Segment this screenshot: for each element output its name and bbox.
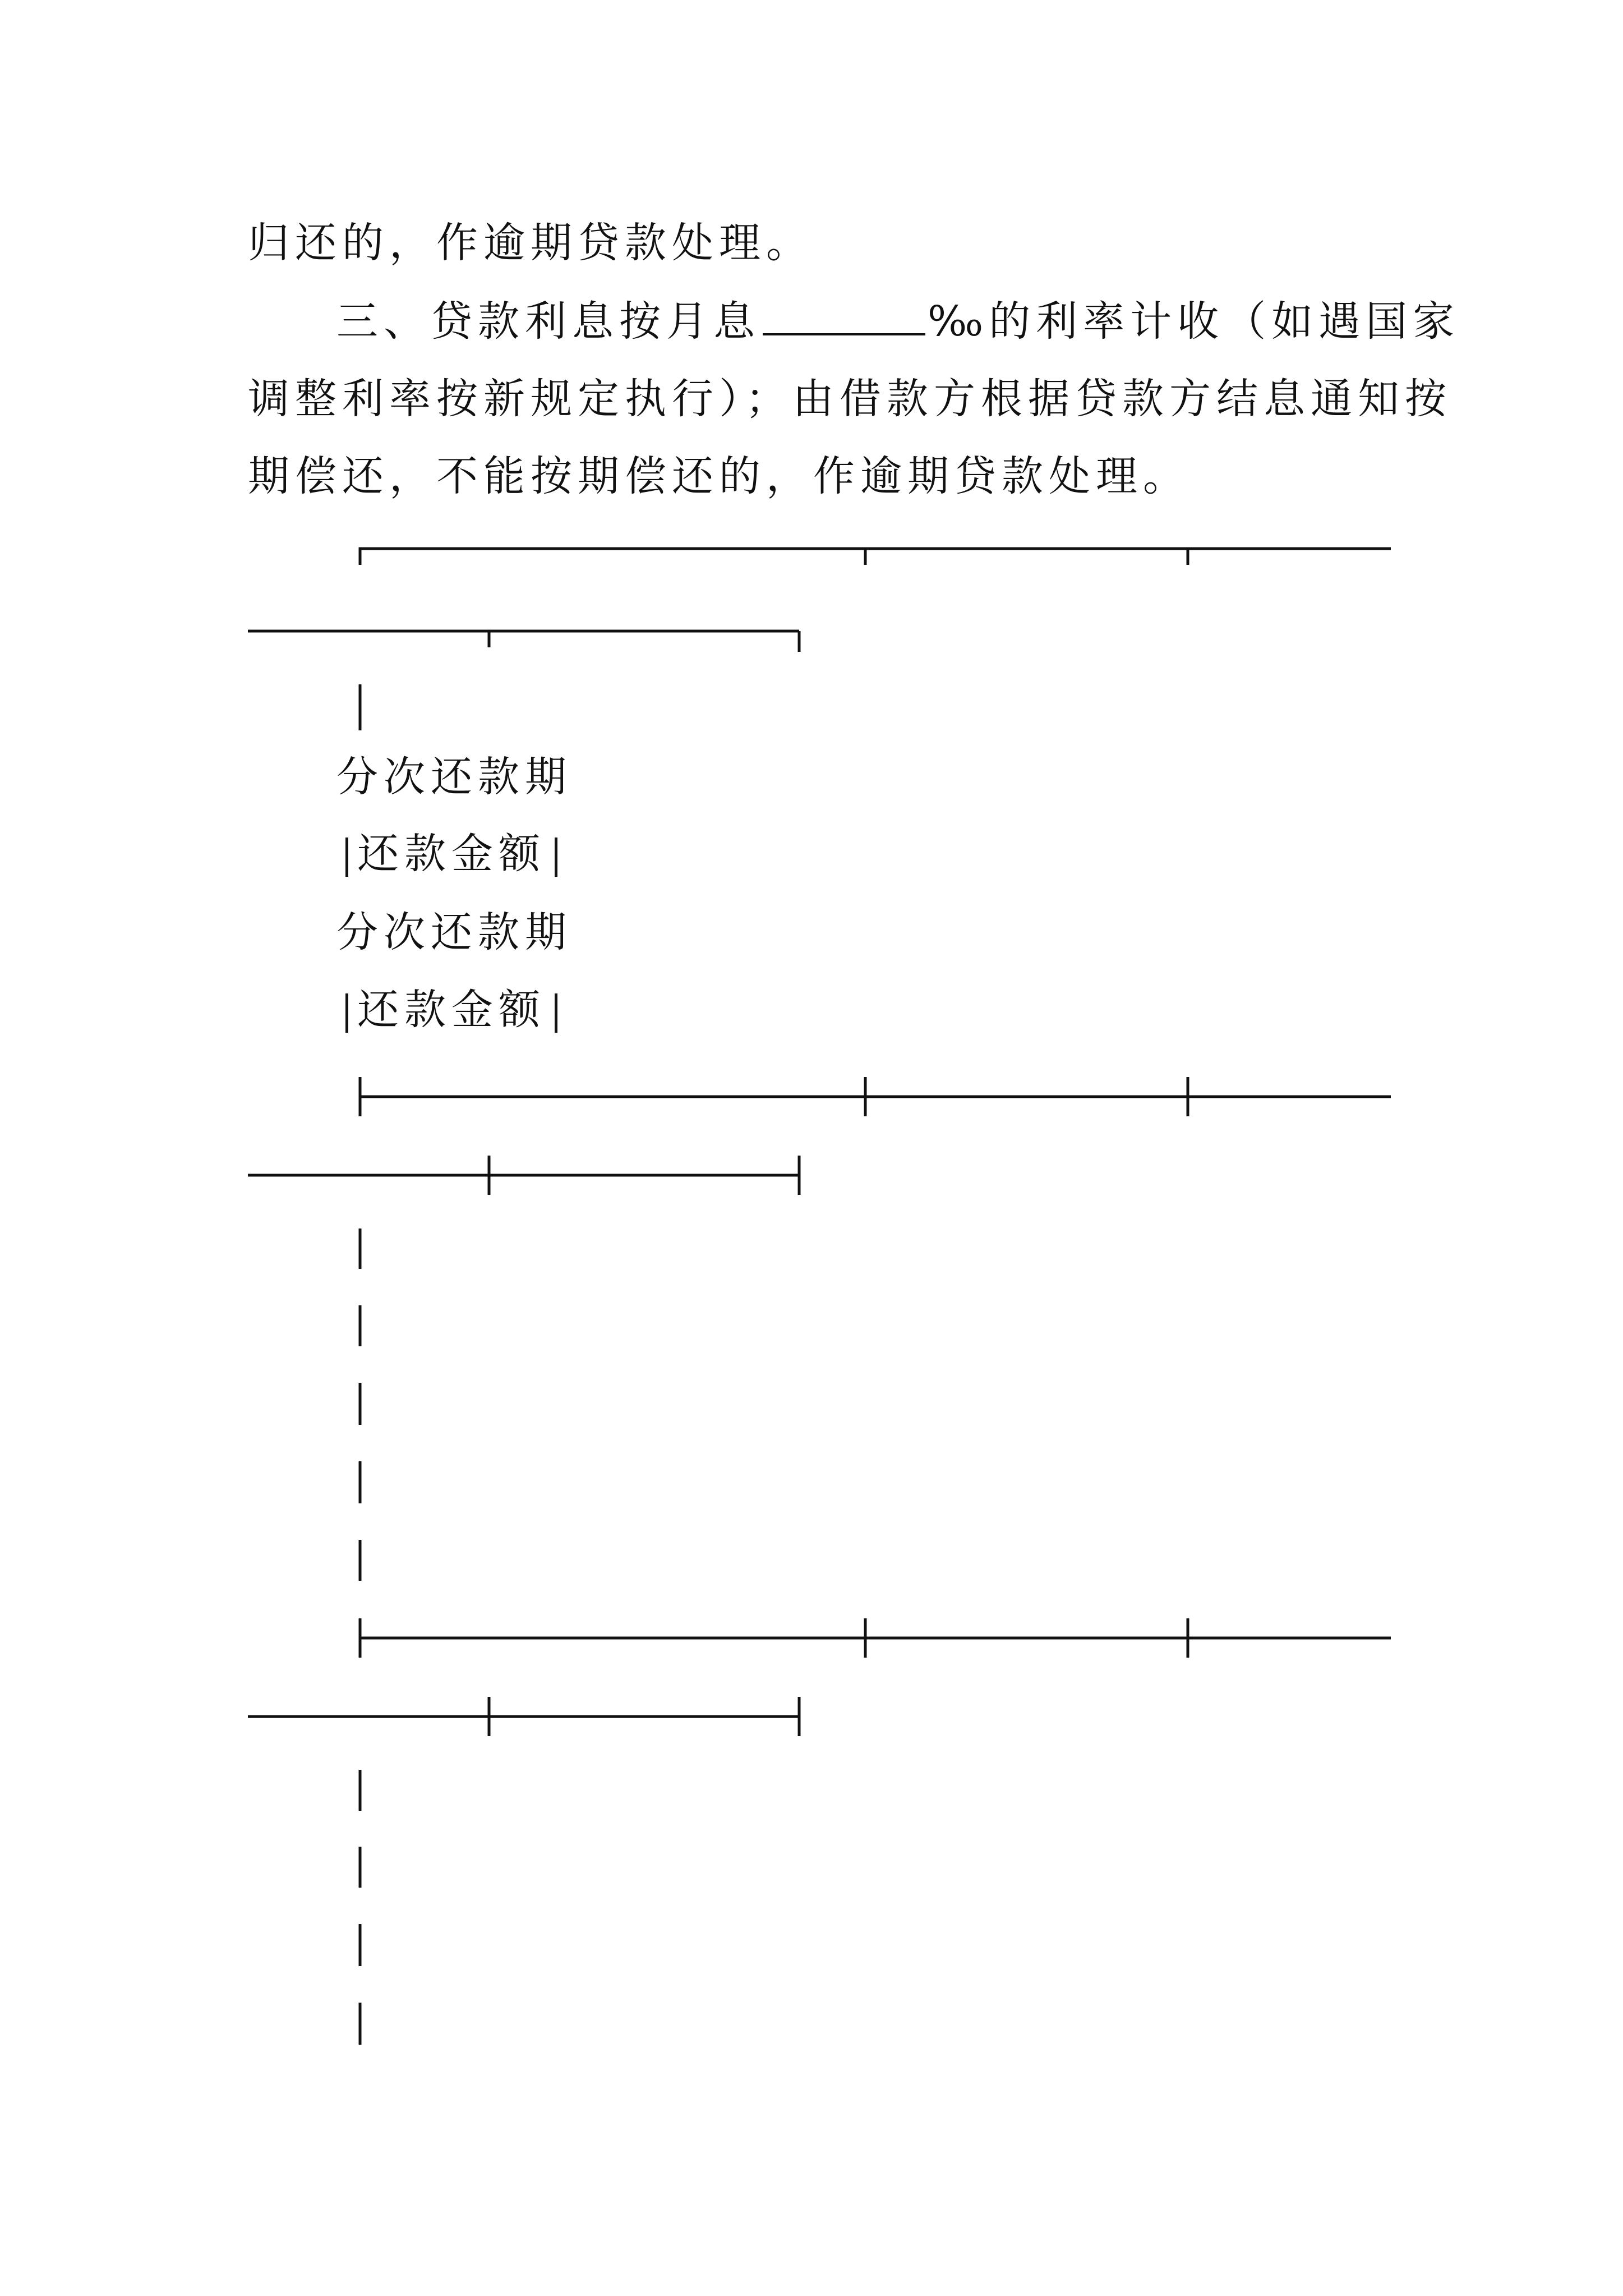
clause-3-line-3: 期偿还，不能按期偿还的，作逾期贷款处理。 bbox=[248, 452, 1190, 500]
clause-3-prefix: 三、贷款利息按月息 bbox=[336, 297, 760, 346]
paragraph-tail: 归还的，作逾期贷款处理。 bbox=[248, 219, 813, 267]
cell-border bbox=[345, 993, 348, 1033]
clause-3-line-1 bbox=[336, 293, 1460, 349]
clause-3-suffix: ‰的利率计收（如遇国家 bbox=[928, 297, 1460, 346]
table-header-period-1: 分次还款期 bbox=[336, 753, 572, 801]
table-header-amount-1 bbox=[336, 826, 566, 882]
clause-3-line-2: 调整利率按新规定执行）；由借款方根据贷款方结息通知按 bbox=[248, 375, 1452, 423]
table-top-border bbox=[248, 549, 1391, 730]
amount-label: 还款金额 bbox=[357, 986, 546, 1034]
cell-border bbox=[555, 993, 557, 1033]
table-divider-1 bbox=[248, 1077, 1391, 1195]
cell-border bbox=[555, 838, 557, 877]
cell-border bbox=[345, 838, 348, 877]
interest-rate-blank bbox=[763, 296, 925, 335]
amount-label: 还款金额 bbox=[357, 830, 546, 878]
table-divider-2 bbox=[248, 1618, 1391, 1736]
table-header-period-2: 分次还款期 bbox=[336, 908, 572, 956]
table-header-amount-2 bbox=[336, 982, 566, 1038]
